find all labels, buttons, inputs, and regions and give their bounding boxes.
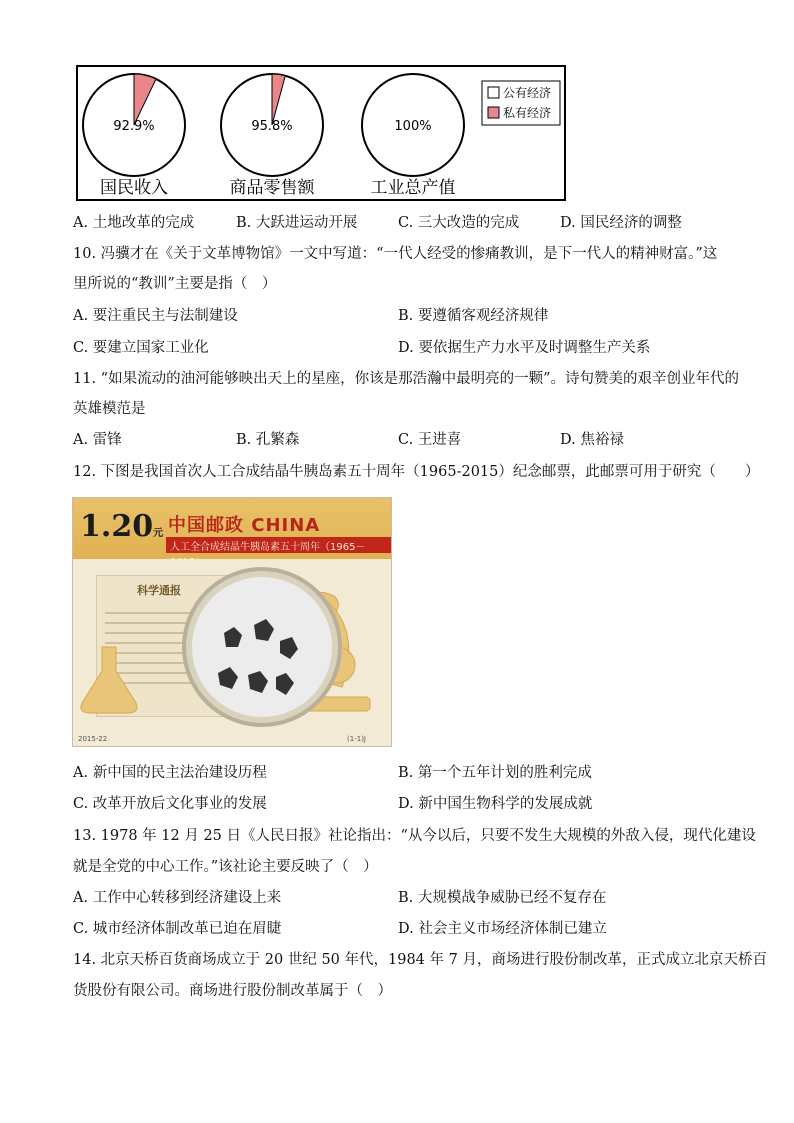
q14-stem-line1: 14. 北京天桥百货商场成立于 20 世纪 50 年代，1984 年 7 月，商场进行股份制改革，正式成立北京天桥百	[73, 952, 767, 968]
q14-stem-line2: 货股份有限公司。商场进行股份制改革属于（ ）	[73, 983, 392, 999]
legend	[482, 81, 560, 125]
q13-option-d[interactable]: D. 社会主义市场经济体制已建立	[398, 921, 607, 937]
q11-stem-line1: 11. “如果流动的油河能够映出天上的星座，你该是那浩瀚中最明亮的一颗”。诗句赞美的艰辛创业年代的	[73, 371, 739, 387]
pie-value-label: 92.9%	[113, 119, 155, 134]
legend-label-private: 私有经济	[503, 106, 552, 120]
pie-caption: 商品零售额	[229, 178, 315, 198]
stamp-newspaper-title: 科学通报	[137, 584, 181, 597]
q11-option-b[interactable]: B. 孔繁森	[236, 432, 300, 448]
stamp-code-right: (1-1)J	[347, 735, 366, 743]
stamp-denomination: 1.20元	[80, 509, 164, 544]
q9-option-a[interactable]: A. 土地改革的完成	[73, 215, 195, 231]
q10-option-b[interactable]: B. 要遵循客观经济规律	[398, 308, 549, 324]
pie-chart-figure	[76, 65, 566, 201]
pie-caption: 工业总产值	[370, 178, 456, 198]
q13-stem-line1: 13. 1978 年 12 月 25 日《人民日报》社论指出：“从今以后，只要不发生大规模的外敌入侵，现代化建设	[73, 828, 756, 844]
q12-option-d[interactable]: D. 新中国生物科学的发展成就	[398, 796, 593, 812]
q12-option-b[interactable]: B. 第一个五年计划的胜利完成	[398, 765, 592, 781]
commemorative-stamp-image	[72, 497, 392, 747]
q11-option-d[interactable]: D. 焦裕禄	[560, 432, 624, 448]
pie-caption: 国民收入	[100, 178, 168, 198]
pie-chart-svg	[78, 67, 568, 203]
q10-stem-line2: 里所说的“教训”主要是指（ ）	[73, 276, 277, 292]
q10-option-d[interactable]: D. 要依据生产力水平及时调整生产关系	[398, 340, 651, 356]
q9-option-d[interactable]: D. 国民经济的调整	[560, 215, 682, 231]
q9-option-c[interactable]: C. 三大改造的完成	[398, 215, 520, 231]
stamp-code-left: 2015-22	[78, 735, 108, 743]
q10-option-c[interactable]: C. 要建立国家工业化	[73, 340, 209, 356]
q10-stem-line1: 10. 冯骥才在《关于文革博物馆》一文中写道：“一代人经受的惨痛教训，是下一代人的精神财富。”这	[73, 246, 718, 262]
q12-stem-line1: 12. 下图是我国首次人工合成结晶牛胰岛素五十周年（1965-2015）纪念邮票，此邮票可用于研究（ ）	[73, 464, 760, 480]
q10-option-a[interactable]: A. 要注重民主与法制建设	[73, 308, 238, 324]
legend-swatch-public	[488, 87, 499, 98]
stamp-post-title: 中国邮政 CHINA	[168, 515, 321, 536]
legend-label-public: 公有经济	[503, 86, 552, 100]
q11-option-c[interactable]: C. 王进喜	[398, 432, 462, 448]
q13-option-c[interactable]: C. 城市经济体制改革已迫在眉睫	[73, 921, 282, 937]
stamp-subtitle: 人工全合成结晶牛胰岛素五十周年（1965－2015）	[170, 542, 366, 568]
q13-option-b[interactable]: B. 大规模战争威胁已经不复存在	[398, 890, 607, 906]
q11-option-a[interactable]: A. 雷锋	[73, 432, 122, 448]
q9-option-b[interactable]: B. 大跃进运动开展	[236, 215, 358, 231]
q12-option-a[interactable]: A. 新中国的民主法治建设历程	[73, 765, 267, 781]
pie-group	[83, 74, 464, 198]
pie-value-label: 100%	[394, 119, 432, 134]
q13-stem-line2: 就是全党的中心工作。”该社论主要反映了（ ）	[73, 859, 378, 875]
legend-swatch-private	[488, 107, 499, 118]
q12-option-c[interactable]: C. 改革开放后文化事业的发展	[73, 796, 267, 812]
q11-stem-line2: 英雄模范是	[73, 401, 146, 417]
pie-value-label: 95.8%	[251, 119, 293, 134]
q13-option-a[interactable]: A. 工作中心转移到经济建设上来	[73, 890, 282, 906]
